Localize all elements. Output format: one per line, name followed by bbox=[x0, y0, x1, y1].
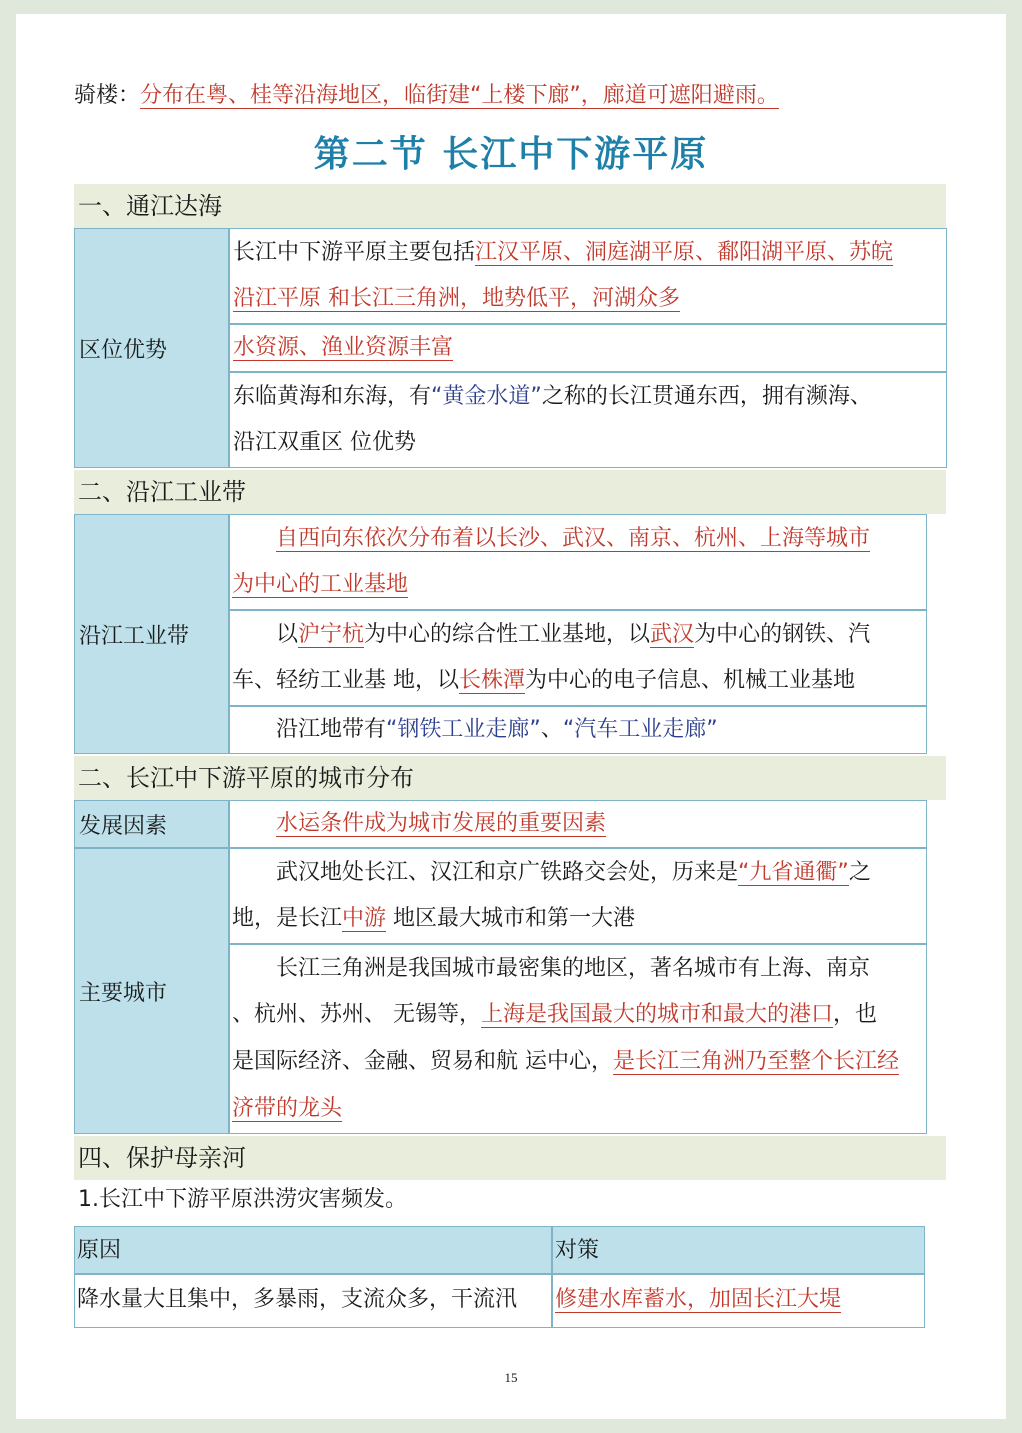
page bbox=[16, 14, 1006, 1419]
section-heading-2: 二、沿江工业带 bbox=[74, 470, 946, 514]
qilou-label: 骑楼： bbox=[74, 83, 141, 108]
sec1-row-1 bbox=[229, 228, 947, 324]
sec3-city2-line4 bbox=[232, 1085, 342, 1133]
qilou-text: 分布在粤、桂等沿海地区，临街建“上楼下廊”，廊道可遮阳避雨。 bbox=[140, 83, 779, 108]
text-span: 车、轻纺工业基 地，以 bbox=[232, 668, 459, 693]
text-span: 之称的长江贯通东西，拥有濒海、 bbox=[541, 384, 872, 409]
blue-span: “汽车工业走廊” bbox=[562, 717, 718, 742]
sec1-row-2 bbox=[229, 324, 947, 372]
table-cell-measure bbox=[552, 1274, 925, 1328]
text-span: 地区最大城市和第一大港 bbox=[386, 906, 636, 931]
sec1-row1-line2 bbox=[233, 275, 680, 323]
sec3-city1-line2 bbox=[232, 895, 635, 943]
sec1-row1-line1 bbox=[233, 229, 893, 277]
highlight-span: 上海是我国最大的城市和最大的港口 bbox=[481, 1002, 834, 1027]
text-span: 为中心的钢铁、汽 bbox=[694, 622, 871, 647]
highlight-span: 自西向东依次分布着以长沙、武汉、南京、杭州、上海等城市 bbox=[276, 526, 871, 551]
sec3-city2-line2 bbox=[232, 991, 877, 1039]
sec1-row2-line bbox=[233, 324, 453, 372]
qilou-line bbox=[74, 72, 779, 120]
highlight-span: 沿江平原 和长江三角洲，地势低平，河湖众多 bbox=[233, 286, 680, 311]
section-heading-3: 二、长江中下游平原的城市分布 bbox=[74, 756, 946, 800]
table-header-measure: 对策 bbox=[552, 1226, 925, 1274]
sec3-city1-line1 bbox=[276, 849, 871, 897]
sec3-factor-cell bbox=[229, 800, 927, 848]
section-heading-4: 四、保护母亲河 bbox=[74, 1136, 946, 1180]
text-span: 是国际经济、金融、贸易和航 运中心， bbox=[232, 1049, 613, 1074]
highlight-span: 江汉平原、洞庭湖平原、鄱阳湖平原、苏皖 bbox=[475, 240, 894, 265]
sec3-city-row-1 bbox=[229, 848, 927, 944]
text-span: 为中心的电子信息、机械工业基地 bbox=[525, 668, 856, 693]
text-span: 为中心的综合性工业基地，以 bbox=[364, 622, 651, 647]
sec2-row1-line2 bbox=[232, 561, 408, 609]
label-main-cities: 主要城市 bbox=[74, 848, 229, 1134]
highlight-span: 沪宁杭 bbox=[298, 622, 365, 647]
text-span: 地，是长江 bbox=[232, 906, 343, 931]
text-span: 武汉地处长江、汉江和京广铁路交会处，历来是 bbox=[276, 860, 739, 885]
sec3-city2-line1 bbox=[276, 945, 870, 993]
text-span: 沿江地带有 bbox=[276, 717, 387, 742]
sec3-city-row-2 bbox=[229, 944, 927, 1134]
sec2-row3-line bbox=[276, 706, 718, 754]
text-span: ，也 bbox=[833, 1002, 878, 1027]
highlight-span: 长株潭 bbox=[459, 668, 526, 693]
highlight-span: “九省通衢” bbox=[738, 860, 849, 885]
text-span: 以 bbox=[276, 622, 299, 647]
cause-text: 降水量大且集中，多暴雨，支流众多，干流汛 bbox=[77, 1287, 518, 1312]
page-number: 15 bbox=[504, 1370, 518, 1385]
highlight-span: 是长江三角洲乃至整个长江经 bbox=[613, 1049, 900, 1074]
highlight-span: 水运条件成为城市发展的重要因素 bbox=[276, 811, 607, 836]
section-heading-1: 一、通江达海 bbox=[74, 184, 946, 228]
blue-span: “钢铁工业走廊” bbox=[386, 717, 541, 742]
text-span: 沿江双重区 位优势 bbox=[233, 430, 416, 455]
sec2-row-2 bbox=[229, 610, 927, 706]
sec3-factor-line bbox=[276, 800, 606, 848]
highlight-span: 修建水库蓄水，加固长江大堤 bbox=[555, 1287, 842, 1312]
highlight-span: 济带的龙头 bbox=[232, 1096, 343, 1121]
measure-line bbox=[555, 1276, 841, 1324]
text-span: 东临黄海和东海，有 bbox=[233, 384, 432, 409]
sec2-row1-line1 bbox=[276, 515, 870, 563]
sec4-item-1: 1.长江中下游平原洪涝灾害频发。 bbox=[78, 1187, 407, 1212]
blue-span: “黄金水道” bbox=[431, 384, 542, 409]
highlight-span: 水资源、渔业资源丰富 bbox=[233, 335, 454, 360]
table-cell-cause bbox=[74, 1274, 552, 1328]
sec2-row-3 bbox=[229, 706, 927, 754]
sec2-row2-line2 bbox=[232, 657, 855, 705]
highlight-span: 为中心的工业基地 bbox=[232, 572, 409, 597]
table-header-cause: 原因 bbox=[74, 1226, 552, 1274]
highlight-span: 武汉 bbox=[650, 622, 695, 647]
sec1-row3-line1 bbox=[233, 373, 872, 421]
label-industrial-belt: 沿江工业带 bbox=[74, 514, 229, 754]
text-span: 长江中下游平原主要包括 bbox=[233, 240, 476, 265]
text-span: 之 bbox=[848, 860, 871, 885]
text-span: 、 bbox=[540, 717, 563, 742]
text-span: 长江三角洲是我国城市最密集的地区，著名城市有上海、南京 bbox=[276, 956, 871, 981]
highlight-span: 中游 bbox=[342, 906, 387, 931]
label-location-advantage: 区位优势 bbox=[74, 228, 229, 468]
sec2-row2-line1 bbox=[276, 611, 870, 659]
text-span: 、杭州、苏州、 无锡等， bbox=[232, 1002, 481, 1027]
sec1-row3-line2 bbox=[233, 419, 416, 467]
sec2-row-1 bbox=[229, 514, 927, 610]
page-title: 第二节 长江中下游平原 bbox=[313, 134, 709, 175]
label-development-factor: 发展因素 bbox=[74, 800, 229, 848]
sec3-city2-line3 bbox=[232, 1038, 899, 1086]
sec1-row-3 bbox=[229, 372, 947, 468]
